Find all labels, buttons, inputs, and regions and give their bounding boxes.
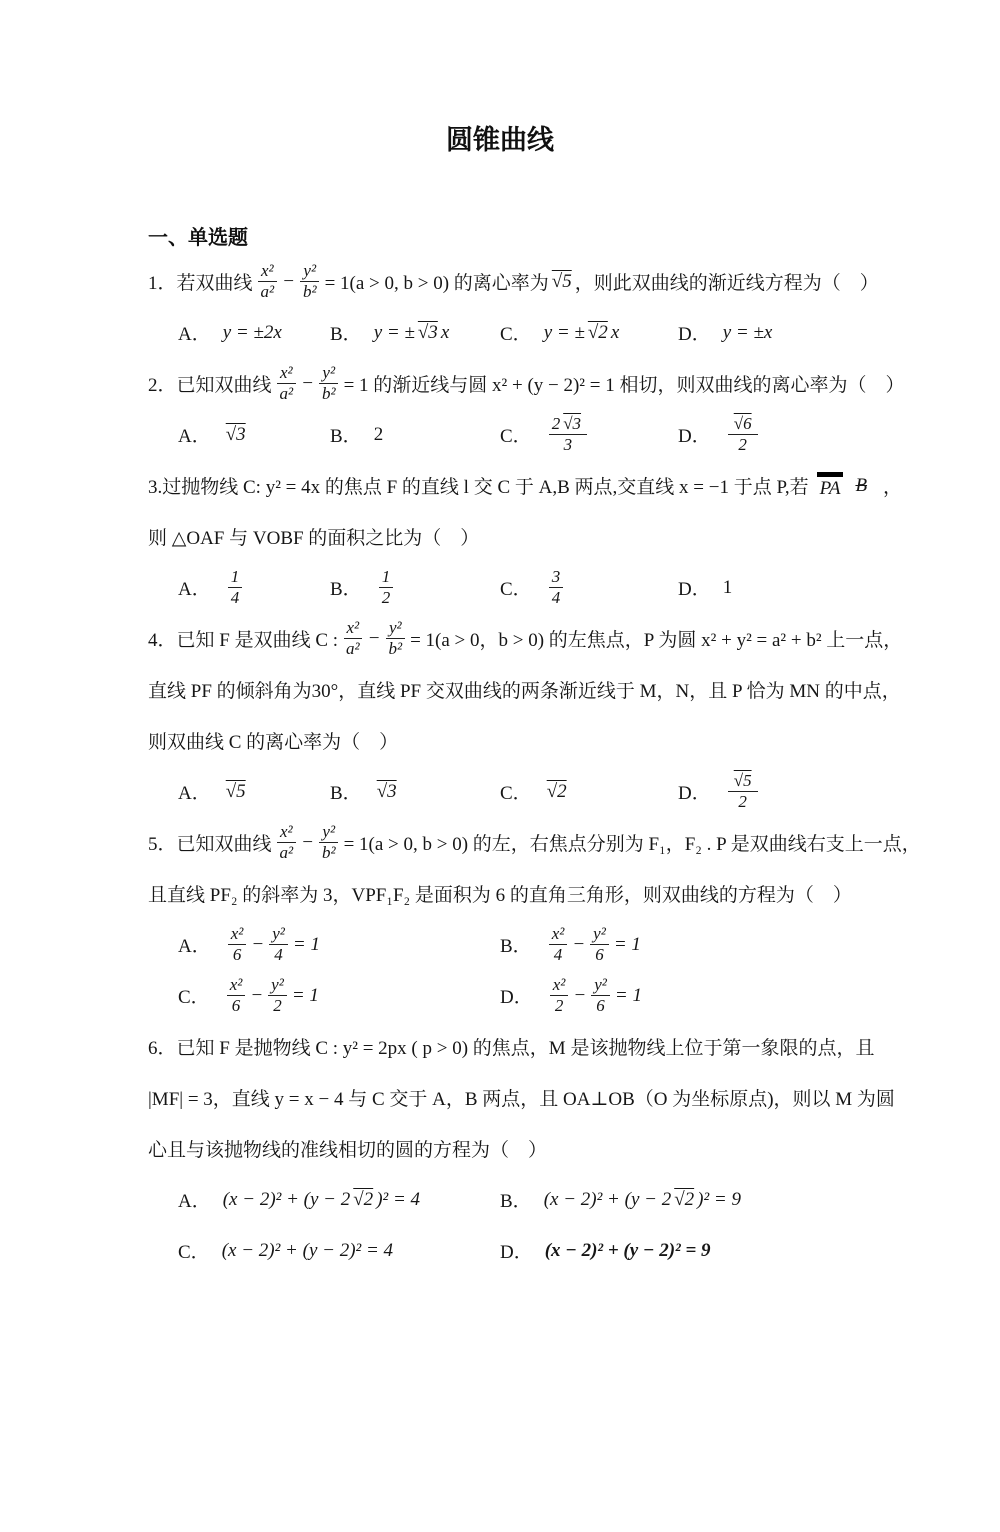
sqrt-expression: √3 (417, 321, 438, 343)
q6-stem-line3 (148, 1123, 960, 1174)
stem-text: 3.过抛物线 C: y² = 4x 的焦点 F 的直线 l 交 C 于 A,B 两点,交直线 x = −1 于点 P,若 (148, 477, 809, 498)
option-label: C． (178, 1242, 210, 1263)
q2-options (148, 409, 960, 460)
stem-text: 6．已知 F 是抛物线 C : y² = 2px ( p > 0) 的焦点，M 是该抛物线上位于第一象限的点，且 (148, 1038, 875, 1059)
option-label: C． (500, 324, 532, 345)
equals-one: = 1 (292, 933, 320, 955)
minus-sign: − (251, 933, 265, 955)
option-value: (x − 2)² + (y − 2 (222, 1188, 351, 1210)
stem-text: 4．已知 F 是双曲线 C : (148, 630, 339, 651)
option-value: (x − 2)² + (y − 2)² = 4 (221, 1239, 394, 1261)
option-value: 2 (373, 423, 384, 445)
q2-option-c (500, 414, 678, 454)
sqrt-expression: √3 (563, 414, 582, 434)
option-label: A． (178, 783, 211, 804)
stem-text: 5．已知双曲线 (148, 834, 272, 855)
option-label: C． (500, 783, 532, 804)
q3-option-b (330, 567, 500, 607)
option-label: B． (500, 1191, 532, 1212)
option-label: B． (330, 783, 362, 804)
q1-option-d (678, 319, 960, 346)
sqrt-expression: √5 (225, 780, 246, 802)
option-label: D． (500, 1242, 533, 1263)
minus-sign: − (572, 933, 586, 955)
sqrt-expression: √2 (546, 780, 567, 802)
q1-option-c (500, 319, 678, 346)
stem-text: = 1(a > 0, b > 0) 的离心率为 (324, 273, 549, 294)
q3-stem-line2 (148, 511, 960, 562)
q5-option-c (178, 975, 500, 1015)
minus-sign: − (250, 984, 264, 1006)
q6-option-d (500, 1237, 960, 1264)
option-value: (x − 2)² + (y − 2 (543, 1188, 672, 1210)
option-label: B． (500, 936, 532, 957)
q6-options-row1 (148, 1174, 960, 1225)
math-fraction: x² 4 (549, 924, 568, 964)
q1-stem (148, 256, 960, 307)
option-value: y = ±x (722, 321, 773, 343)
minus-sign: − (301, 831, 314, 853)
option-label: A． (178, 426, 211, 447)
q6-stem-line1 (148, 1021, 960, 1072)
q4-stem-line2 (148, 664, 960, 715)
q3-stem-line1 (148, 460, 960, 511)
stem-text: = 1(a > 0, b > 0) 的左，右焦点分别为 F₁，F₂ . P 是双曲线右支上一点， (343, 834, 921, 855)
q1-options (148, 307, 960, 358)
option-label: D． (500, 987, 533, 1008)
q1-option-a (178, 319, 330, 346)
option-label: A． (178, 579, 211, 600)
math-fraction: $\frac{\text{y²}}{\text{b²}}$ (300, 261, 320, 301)
q2-option-d (678, 414, 960, 454)
math-fraction: 2 √3 3 (549, 414, 587, 454)
stem-text: 则 △OAF 与 VOBF 的面积之比为（ ） (148, 528, 480, 549)
option-label: C． (178, 987, 210, 1008)
q5-options-row1 (148, 919, 960, 970)
sqrt-expression: √3 (376, 780, 397, 802)
q6-option-c (178, 1237, 500, 1264)
equals-one: = 1 (613, 933, 641, 955)
q6-option-a (178, 1186, 500, 1213)
option-value: y = ± (373, 321, 415, 343)
option-label: A． (178, 1191, 211, 1212)
q4-option-b (330, 778, 500, 805)
math-fraction: x² a² (343, 618, 363, 658)
option-label: D． (678, 426, 711, 447)
math-fraction: x² a² (277, 822, 297, 862)
sqrt-expression: √6 (733, 414, 752, 434)
q3-option-a (178, 567, 330, 607)
q5-stem-line2 (148, 868, 960, 919)
option-label: B． (330, 324, 362, 345)
question-4 (148, 613, 960, 817)
section-heading: 一、单选题 (148, 227, 248, 249)
q5-option-b (500, 924, 960, 964)
stem-text: 直线 PF 的倾斜角为30°，直线 PF 交双曲线的两条渐近线于 M，N，且 P 恰为 MN 的中点， (148, 681, 901, 702)
minus-sign: − (367, 627, 381, 649)
stem-text: |MF| = 3，直线 y = x − 4 与 C 交于 A，B 两点，且 OA⊥OB（O 为坐标原点)，则以 M 为圆 (148, 1089, 895, 1110)
q1-option-b (330, 319, 500, 346)
q4-stem-line3 (148, 715, 960, 766)
q2-option-b (330, 421, 500, 448)
math-fraction: 1 4 (228, 567, 243, 607)
sqrt-expression: √2 (587, 321, 608, 343)
option-label: B． (330, 579, 362, 600)
math-fraction: 3 4 (549, 567, 564, 607)
q6-stem-line2 (148, 1072, 960, 1123)
option-label: D． (678, 324, 711, 345)
stem-text: 且直线 PF₂ 的斜率为 3，VPF₁F₂ 是面积为 6 的直角三角形，则双曲线的方程为（ ） (148, 885, 852, 906)
option-label: D． (678, 783, 711, 804)
q6-options-row2 (148, 1225, 960, 1276)
stem-text: 2．已知双曲线 (148, 375, 272, 396)
q5-options-row2 (148, 970, 960, 1021)
option-value: (x − 2)² + (y − 2)² = 9 (544, 1239, 711, 1261)
minus-sign: − (301, 372, 314, 394)
option-value: )² = 9 (697, 1188, 741, 1210)
vector-bar-expression: PA (817, 472, 844, 500)
math-fraction: $\frac{\text{y²}}{4}$ (269, 924, 288, 964)
option-label: A． (178, 324, 211, 345)
q4-stem-line1 (148, 613, 960, 664)
q4-option-c (500, 778, 678, 805)
minus-sign: − (282, 270, 295, 292)
q3-option-d (678, 574, 960, 601)
sqrt-expression: √3 (225, 423, 246, 445)
document-body (148, 256, 960, 1276)
stem-text: = 1 的渐近线与圆 x² + (y − 2)² = 1 相切，则双曲线的离心率为（ ） (343, 375, 905, 396)
math-fraction: √6 2 (728, 414, 758, 454)
math-fraction: $\frac{\text{y²}}{6}$ (590, 924, 609, 964)
math-fraction: $\frac{\text{y²}}{2}$ (268, 975, 287, 1015)
equals-one: = 1 (291, 984, 319, 1006)
math-fraction: $\frac{\text{y²}}{\text{b²}}$ (319, 822, 339, 862)
math-fraction: √5 2 (728, 771, 758, 811)
option-label: B． (330, 426, 362, 447)
math-fraction: x² a² (277, 363, 297, 403)
option-value: y = ±2x (222, 321, 282, 343)
stem-text: = 1(a > 0，b > 0) 的左焦点，P 为圆 x² + y² = a² + b² 上一点， (410, 630, 903, 651)
q5-option-d (500, 975, 960, 1015)
option-value: )² = 4 (376, 1188, 421, 1210)
q4-options (148, 766, 960, 817)
math-fraction: x² 6 (228, 924, 247, 964)
option-label: A． (178, 936, 211, 957)
stem-text: 1．若双曲线 (148, 273, 253, 294)
math-fraction: 1 2 (379, 567, 394, 607)
question-2 (148, 358, 960, 460)
question-5 (148, 817, 960, 1021)
math-fraction: x² a² (258, 261, 278, 301)
sqrt-expression: √5 (551, 270, 572, 292)
math-fraction: $\frac{\text{y²}}{6}$ (591, 975, 610, 1015)
question-1 (148, 256, 960, 358)
page-title: 圆锥曲线 (446, 125, 554, 155)
sqrt-expression: √2 (674, 1188, 695, 1210)
math-fraction: $\frac{\text{y²}}{\text{b²}}$ (319, 363, 339, 403)
stem-text: 心且与该抛物线的准线相切的圆的方程为（ ） (148, 1140, 548, 1161)
sqrt-expression: √5 (733, 771, 752, 791)
q5-option-a (178, 924, 500, 964)
stem-text: ， (883, 477, 903, 498)
question-3 (148, 460, 960, 613)
q3-option-c (500, 567, 678, 607)
q2-stem (148, 358, 960, 409)
option-label: C． (500, 426, 532, 447)
math-fraction: x² 6 (227, 975, 246, 1015)
q3-options (148, 562, 960, 613)
minus-sign: − (573, 984, 587, 1006)
option-value: x (440, 321, 450, 343)
math-fraction: $\frac{\text{y²}}{\text{b²}}$ (385, 618, 405, 658)
option-value: y = ± (543, 321, 585, 343)
q5-stem-line1 (148, 817, 960, 868)
stem-text: ，则此双曲线的渐近线方程为（ ） (574, 273, 879, 294)
q6-option-b (500, 1186, 960, 1213)
exam-document (0, 118, 1000, 1532)
option-label: C． (500, 579, 532, 600)
math-fraction: x² 2 (550, 975, 569, 1015)
option-value: 1 (722, 576, 733, 598)
q4-option-d (678, 771, 960, 811)
q4-option-a (178, 778, 330, 805)
question-6 (148, 1021, 960, 1276)
equals-one: = 1 (614, 984, 642, 1006)
struck-expression: B (855, 474, 868, 496)
sqrt-expression: √2 (353, 1188, 374, 1210)
option-value: x (610, 321, 620, 343)
stem-text: 则双曲线 C 的离心率为（ ） (148, 732, 399, 753)
option-label: D． (678, 579, 711, 600)
q2-option-a (178, 421, 330, 448)
